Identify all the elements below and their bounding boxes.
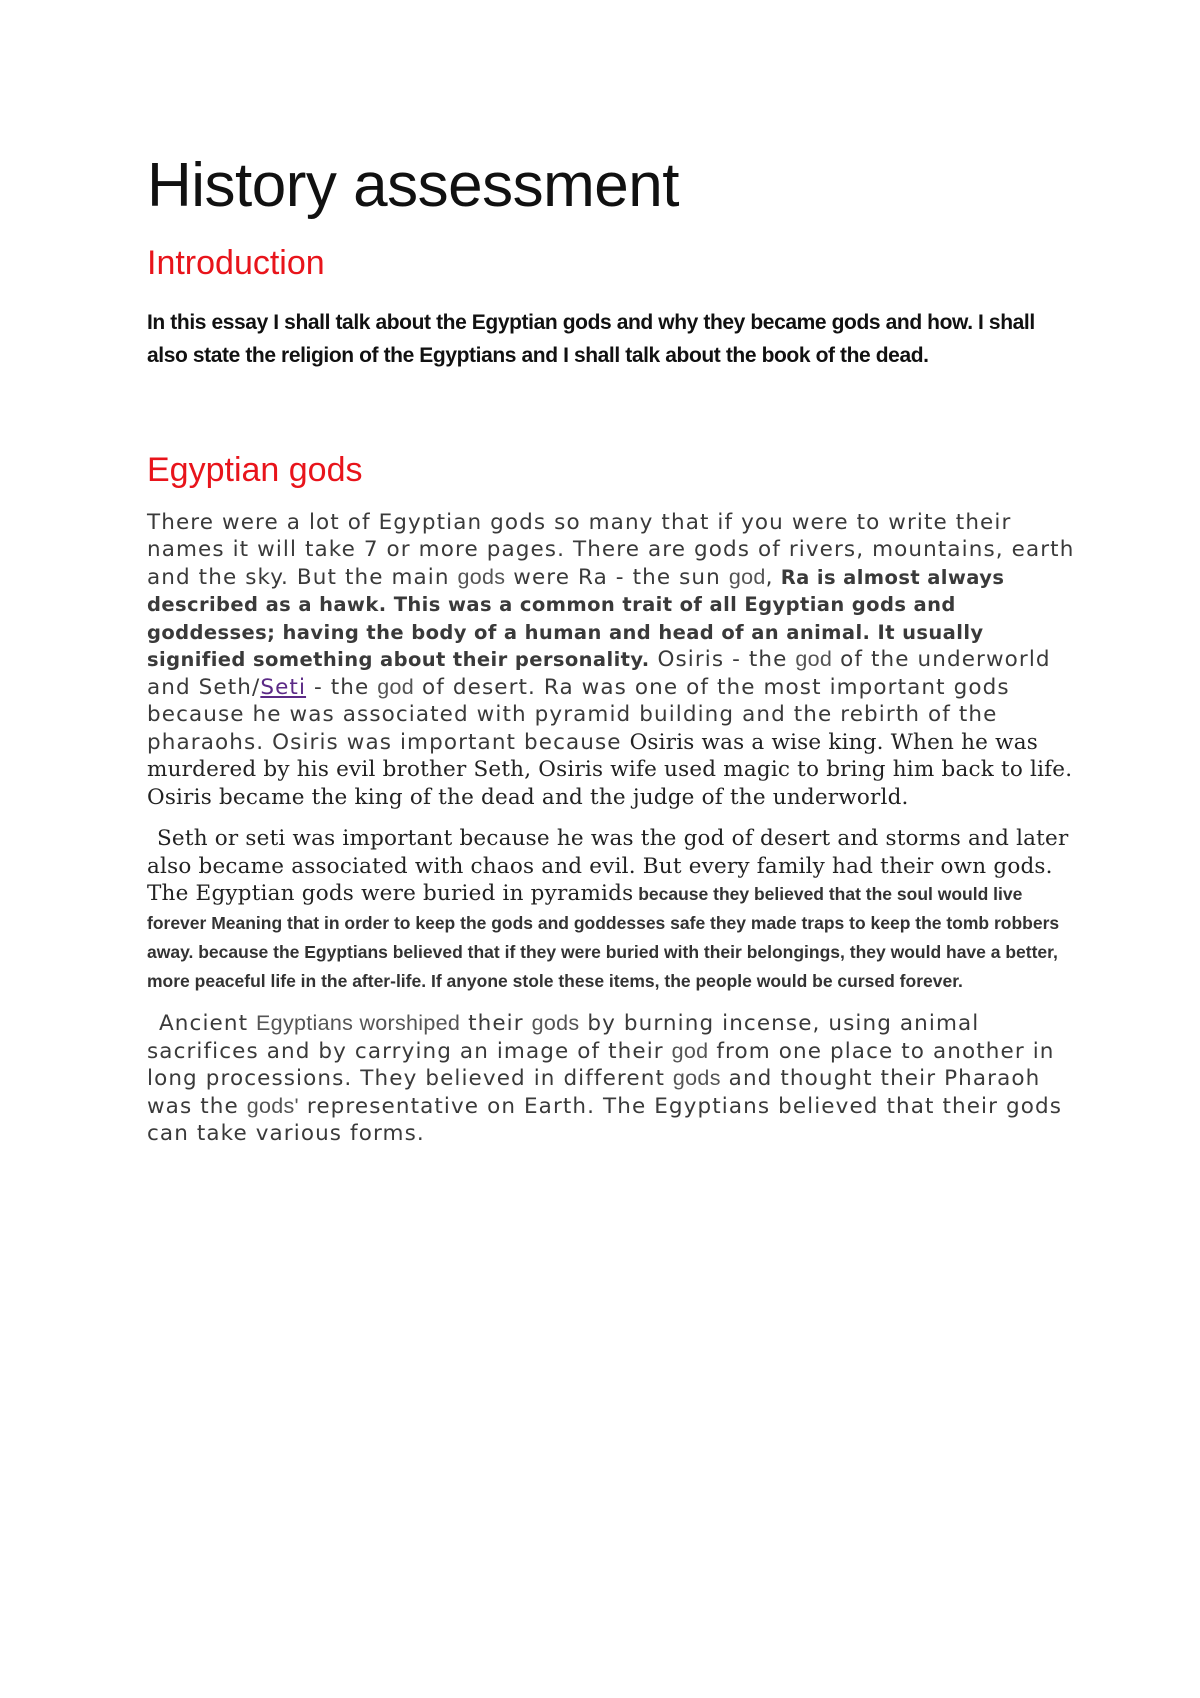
text-run: Seth or seti was important because he was the god of desert and storms and later also became associated with chaos and evil. But every family had their own gods. The Egyptian gods were buried in pyramids [147, 826, 1069, 907]
introduction-paragraph: In this essay I shall talk about the Egyptian gods and why they became gods and how. I shall also state the religion of the Egyptians and I shall talk about the book of the dead. [147, 311, 1035, 368]
text-run: Ra is almost always described as a hawk. This was a common trait of all Egyptian gods and goddesses; having the body of a human and head of an animal. It usually signified something about their personality. [147, 565, 1005, 672]
text-run: god [728, 564, 766, 589]
introduction-heading: Introduction [147, 244, 325, 283]
text-run: god [795, 647, 833, 672]
text-run: Egyptians worshiped [256, 1011, 461, 1036]
text-run: their [460, 1011, 532, 1037]
text-run: There were a lot of Egyptian gods so many that if you were to write their names it will take 7 or more pages. There are gods of rivers, mountains, earth and the sky. But the main [147, 509, 1075, 590]
text-run: god [671, 1038, 709, 1063]
text-run: , [765, 564, 774, 590]
text-run: from one place to another in long processions. They believed in different [147, 1038, 1055, 1092]
text-run: were Ra - the sun [505, 564, 729, 590]
text-run: god [377, 674, 415, 699]
seti-link[interactable]: Seti [260, 674, 307, 700]
text-run: Osiris - the [649, 647, 796, 673]
text-run: gods [672, 1066, 721, 1091]
text-run: Ancient [159, 1011, 257, 1037]
document-body [147, 150, 1077, 1148]
gods-paragraph-3 [147, 1010, 1077, 1148]
document-title: History assessment [147, 151, 679, 220]
text-run: - the [306, 674, 378, 700]
gods-paragraph-2 [147, 825, 1077, 996]
text-run: representative on Earth. The Egyptians believed that their gods can take various forms. [147, 1093, 1063, 1147]
text-run: by burning incense, using animal sacrifices and by carrying an image of their [147, 1011, 980, 1064]
egyptian-gods-heading: Egyptian gods [147, 451, 363, 490]
text-run: gods [531, 1011, 580, 1036]
gods-paragraph-1 [147, 509, 1077, 812]
text-run: because they believed that the soul would live forever Meaning that in order to keep the gods and goddesses safe they made traps to keep the tomb robbers away. because the Egyptians believed that if they were buried with their belongings, they would have a better, more peaceful life in the after-life. If anyone stole these items, the people would be cursed forever. [147, 884, 1060, 992]
text-run: gods' [246, 1093, 299, 1118]
text-run: Osiris was a wise king. When he was murdered by his evil brother Seth, Osiris wife used magic to bring him back to life. Osiris became the king of the dead and the judge of the underworld. [147, 729, 1073, 810]
text-run: gods [457, 564, 506, 589]
text-run: and thought their Pharaoh was the [147, 1066, 1041, 1119]
text-run: of the underworld and Seth/ [147, 647, 1051, 700]
text-run: of desert. Ra was one of the most important gods because he was associated with pyramid building and the rebirth of the pharaohs. Osiris was important because [147, 674, 1010, 755]
